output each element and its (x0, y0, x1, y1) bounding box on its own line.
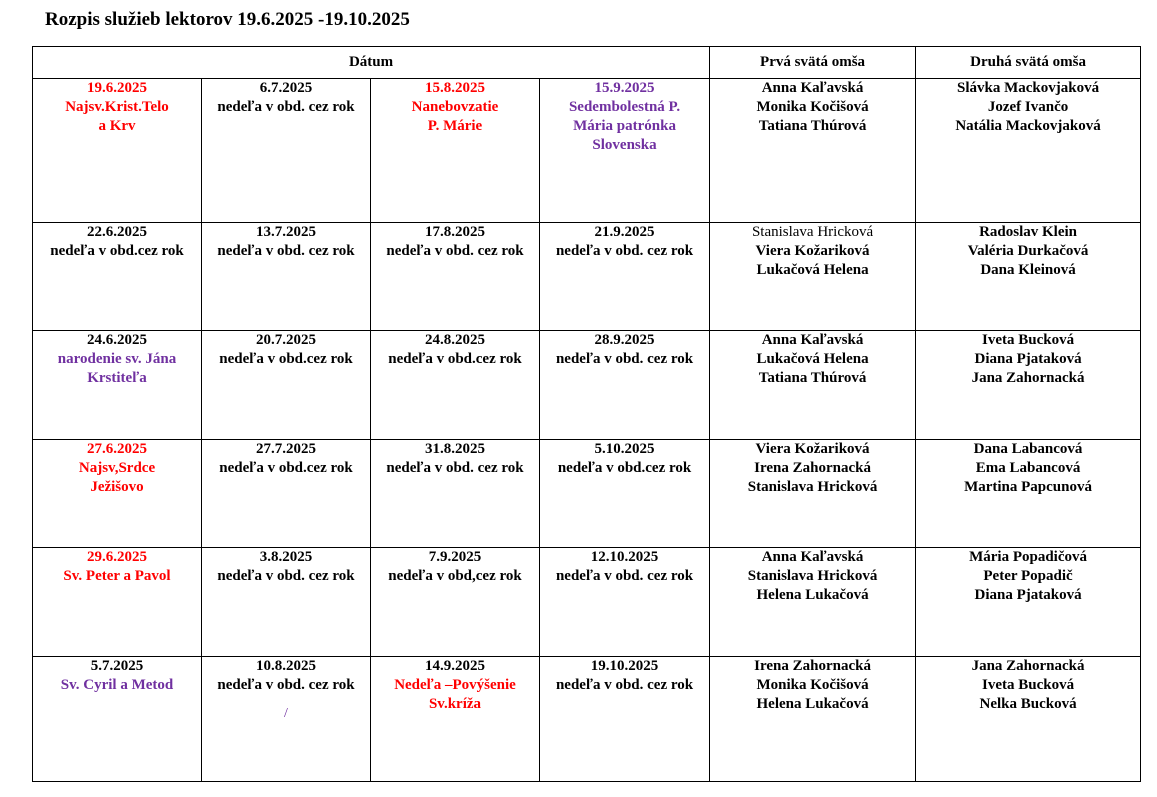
lector-name: Tatiana Thúrová (758, 118, 867, 134)
date-text: 29.6.2025 (87, 549, 147, 566)
first-mass-column-header: Prvá svätá omša (710, 47, 916, 79)
first-mass-lectors-cell (710, 79, 916, 223)
table-row (33, 548, 1141, 656)
table-row (33, 439, 1141, 547)
lector-name: Monika Kočišová (756, 676, 869, 693)
occasion-text: Nanebovzatie (411, 99, 499, 115)
lector-name: Anna Kaľavská (761, 332, 864, 349)
lector-name: Stanislava Hricková (747, 478, 878, 495)
lector-name: Slávka Mackovjaková (956, 80, 1100, 96)
occasion-text: nedeľa v obd.cez rok (219, 459, 353, 476)
date-cell (371, 439, 540, 547)
occasion-text: nedeľa v obd. cez rok (555, 351, 694, 368)
occasion-text: nedeľa v obd.cez rok (219, 351, 353, 368)
lector-name: Irena Zahornacká (754, 459, 871, 476)
second-mass-lectors-cell (916, 222, 1141, 330)
lector-name: Valéria Durkačová (967, 242, 1089, 259)
date-cell (371, 656, 540, 781)
occasion-text: nedeľa v obd. cez rok (217, 676, 355, 693)
occasion-text: nedeľa v obd. cez rok (217, 568, 355, 585)
lector-name: Irena Zahornacká (754, 657, 871, 674)
date-text: 24.8.2025 (425, 332, 485, 349)
occasion-text: nedeľa v obd.cez rok (388, 351, 522, 368)
date-cell (540, 439, 710, 547)
occasion-text: narodenie sv. Jána (57, 351, 177, 368)
lector-name: Diana Pjataková (974, 351, 1082, 368)
lector-name: Iveta Bucková (982, 332, 1075, 349)
lector-name: Jozef Ivančo (987, 99, 1069, 115)
date-text: 19.6.2025 (87, 80, 147, 96)
second-mass-lectors-cell (916, 656, 1141, 781)
date-text: 20.7.2025 (256, 332, 316, 349)
date-text: 31.8.2025 (425, 440, 485, 457)
date-cell (202, 331, 371, 439)
second-mass-lectors-cell (916, 439, 1141, 547)
date-cell (540, 222, 710, 330)
second-mass-column-header: Druhá svätá omša (916, 47, 1141, 79)
date-text: 13.7.2025 (256, 223, 316, 240)
lector-name: Monika Kočišová (756, 99, 869, 115)
lector-name: Dana Kleinová (980, 261, 1076, 278)
lector-name: Jana Zahornacká (971, 657, 1085, 674)
date-text: 6.7.2025 (259, 80, 313, 96)
date-cell (202, 656, 371, 781)
lector-name: Martina Papcunová (964, 478, 1092, 495)
date-text: 3.8.2025 (259, 549, 313, 566)
second-mass-lectors-cell (916, 79, 1141, 223)
lector-name: Natália Mackovjaková (955, 118, 1101, 134)
date-cell (540, 656, 710, 781)
occasion-text: Najsv,Srdce (78, 459, 156, 476)
occasion-text: Ježišovo (90, 478, 144, 495)
date-text: 22.6.2025 (87, 223, 147, 240)
date-cell (33, 222, 202, 330)
occasion-text: Sv.kríža (428, 695, 482, 712)
date-text: 21.9.2025 (594, 223, 655, 240)
date-text: 15.8.2025 (425, 80, 485, 96)
lector-name: Peter Popadič (983, 568, 1073, 585)
occasion-text: nedeľa v obd,cez rok (388, 568, 522, 585)
lector-name: Viera Kožariková (755, 440, 870, 457)
date-cell (202, 548, 371, 656)
occasion-text: nedeľa v obd. cez rok (217, 99, 355, 115)
lector-name: Diana Pjataková (974, 587, 1082, 604)
occasion-text: Nedeľa –Povýšenie (394, 676, 516, 693)
date-column-header: Dátum (33, 47, 710, 79)
lector-name: Anna Kaľavská (761, 549, 864, 566)
lector-name: Helena Lukačová (756, 695, 869, 712)
date-cell (371, 79, 540, 223)
date-text: 7.9.2025 (428, 549, 482, 566)
date-text: 10.8.2025 (256, 657, 316, 674)
occasion-text: Krstiteľa (87, 370, 147, 387)
date-text: 19.10.2025 (590, 657, 659, 674)
date-cell (202, 439, 371, 547)
date-text: 17.8.2025 (425, 223, 485, 240)
document-title: Rozpis služieb lektorov 19.6.2025 -19.10.2025 (45, 9, 410, 30)
date-text: 12.10.2025 (590, 549, 659, 566)
lector-name: Radoslav Klein (979, 223, 1078, 240)
first-mass-lectors-cell (710, 439, 916, 547)
lector-name: Viera Kožariková (755, 242, 870, 259)
occasion-text: nedeľa v obd. cez rok (386, 459, 524, 476)
lector-name: Anna Kaľavská (761, 80, 864, 96)
second-mass-lectors-cell (916, 331, 1141, 439)
date-cell (33, 79, 202, 223)
occasion-text: Mária patrónka (573, 118, 676, 134)
first-mass-lectors-cell (710, 548, 916, 656)
occasion-text: nedeľa v obd. cez rok (217, 242, 355, 259)
date-text: 27.7.2025 (256, 440, 316, 457)
date-cell (202, 222, 371, 330)
lector-name: Stanislava Hricková (747, 568, 878, 585)
lector-name: Iveta Bucková (982, 676, 1075, 693)
occasion-text: P. Márie (427, 118, 483, 134)
occasion-text: Sedembolestná P. (568, 99, 681, 115)
table-row (33, 222, 1141, 330)
date-cell (33, 439, 202, 547)
date-text: 27.6.2025 (87, 440, 147, 457)
date-cell (202, 79, 371, 223)
table-row (33, 656, 1141, 781)
date-text: 14.9.2025 (425, 657, 485, 674)
date-cell (371, 331, 540, 439)
first-mass-lectors-cell (710, 331, 916, 439)
date-text: 5.7.2025 (90, 657, 144, 674)
occasion-text: nedeľa v obd. cez rok (386, 242, 524, 259)
occasion-text: nedeľa v obd. cez rok (555, 568, 694, 585)
date-text: 5.10.2025 (594, 440, 655, 457)
date-text: 28.9.2025 (594, 332, 655, 349)
lector-name: Helena Lukačová (756, 587, 869, 604)
occasion-text: Slovenska (592, 137, 657, 153)
lector-name: Lukačová Helena (756, 351, 869, 368)
table-row (33, 331, 1141, 439)
date-cell (540, 548, 710, 656)
occasion-text: a Krv (98, 118, 136, 134)
lector-name: Ema Labancová (975, 459, 1081, 476)
date-cell (33, 548, 202, 656)
lector-name: Dana Labancová (973, 440, 1083, 457)
lector-name: Mária Popadičová (969, 549, 1087, 566)
date-text: 24.6.2025 (87, 332, 147, 349)
occasion-text: nedeľa v obd. cez rok (555, 242, 694, 259)
lector-schedule-table (32, 46, 1141, 782)
table-header-row (33, 47, 1141, 79)
lector-name: Tatiana Thúrová (758, 370, 867, 387)
occasion-text: Sv. Peter a Pavol (63, 568, 171, 585)
first-mass-lectors-cell (710, 656, 916, 781)
occasion-text: nedeľa v obd. cez rok (555, 676, 694, 693)
stray-mark: / (284, 705, 288, 721)
lector-name: Jana Zahornacká (971, 370, 1085, 387)
first-mass-lectors-cell (710, 222, 916, 330)
lector-name: Lukačová Helena (756, 261, 869, 278)
date-cell (33, 656, 202, 781)
date-cell (540, 331, 710, 439)
date-cell (540, 79, 710, 223)
second-mass-lectors-cell (916, 548, 1141, 656)
occasion-text: Najsv.Krist.Telo (65, 99, 169, 115)
occasion-text: nedeľa v obd.cez rok (50, 242, 184, 259)
date-cell (33, 331, 202, 439)
occasion-text: nedeľa v obd.cez rok (557, 459, 692, 476)
lector-name: Stanislava Hricková (751, 223, 874, 240)
lector-name: Nelka Bucková (979, 695, 1077, 712)
occasion-text: Sv. Cyril a Metod (60, 676, 174, 693)
table-row (33, 79, 1141, 223)
date-text: 15.9.2025 (594, 80, 655, 96)
date-cell (371, 548, 540, 656)
date-cell (371, 222, 540, 330)
